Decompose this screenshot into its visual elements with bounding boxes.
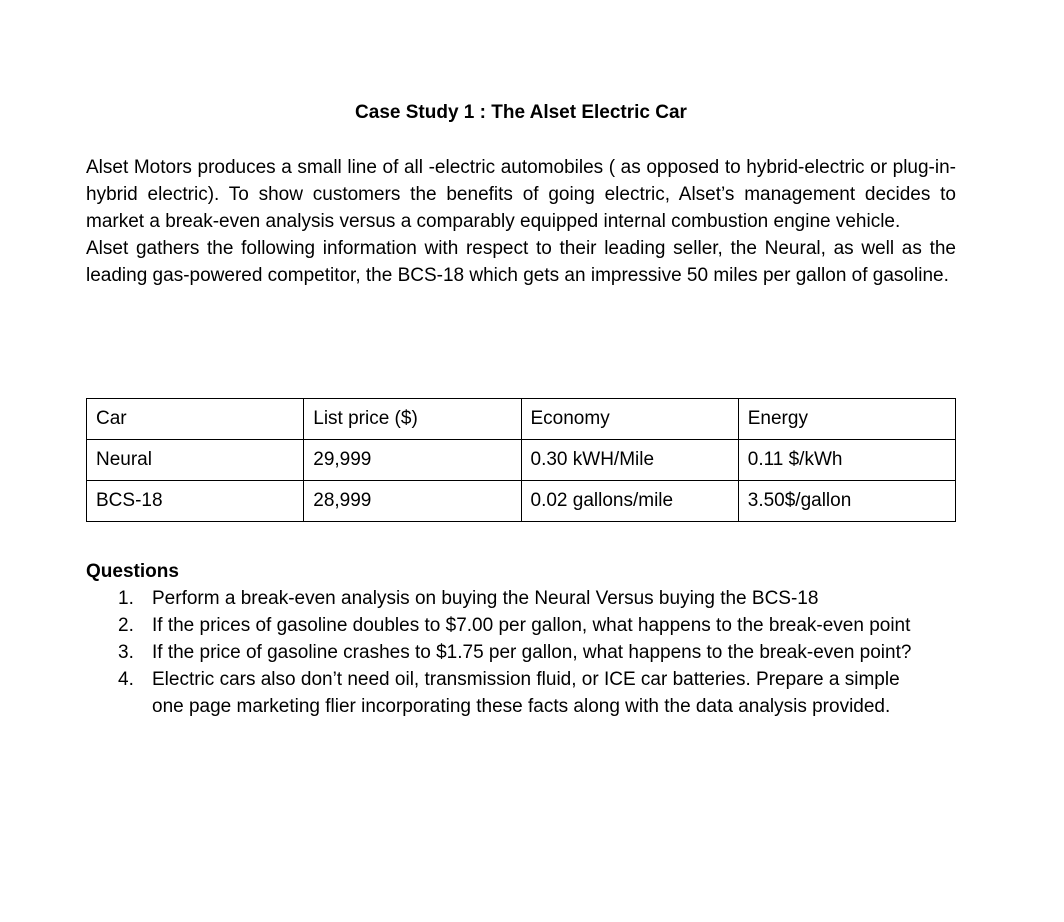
comparison-table	[86, 398, 956, 522]
page-title: Case Study 1 : The Alset Electric Car	[355, 102, 687, 123]
list-item	[86, 666, 922, 720]
table-row	[87, 481, 956, 522]
table-cell: 0.30 kWH/Mile	[521, 440, 738, 481]
table-cell: 28,999	[304, 481, 521, 522]
intro-paragraph-2: Alset gathers the following information with respect to their leading seller, the Neural, as well as the leading gas-powered competitor, the BCS-18 which gets an impressive 50 miles per gallon of gasoline.	[86, 238, 956, 286]
questions-list	[86, 585, 956, 720]
header-cell-car: Car	[87, 399, 304, 440]
list-item-number: 1.	[118, 588, 134, 609]
list-item-text: Perform a break-even analysis on buying the Neural Versus buying the BCS-18	[152, 588, 819, 609]
list-item	[86, 585, 922, 612]
list-item-number: 4.	[118, 669, 134, 690]
table-cell: Neural	[87, 440, 304, 481]
header-cell-economy: Economy	[521, 399, 738, 440]
list-item-number: 2.	[118, 615, 134, 636]
list-item	[86, 612, 922, 639]
header-cell-list-price: List price ($)	[304, 399, 521, 440]
table-cell: 0.11 $/kWh	[738, 440, 955, 481]
table-row	[87, 440, 956, 481]
list-item-number: 3.	[118, 642, 134, 663]
list-item-text: Electric cars also don’t need oil, transmission fluid, or ICE car batteries. Prepare a simple one page marketing flier incorporating these facts along with the data analysis provided.	[152, 669, 900, 717]
questions-section	[86, 558, 956, 720]
intro-paragraph-1: Alset Motors produces a small line of all -electric automobiles ( as opposed to hybrid-electric or plug-in-hybrid electric). To show customers the benefits of going electric, Alset’s management decides to market a break-even analysis versus a comparably equipped internal combustion engine vehicle.	[86, 157, 956, 232]
table-cell: 3.50$/gallon	[738, 481, 955, 522]
questions-heading: Questions	[86, 561, 179, 582]
table-cell: 0.02 gallons/mile	[521, 481, 738, 522]
table-cell: 29,999	[304, 440, 521, 481]
intro-section	[86, 154, 956, 289]
list-item-text: If the price of gasoline crashes to $1.75 per gallon, what happens to the break-even point?	[152, 642, 912, 663]
table-header-row	[87, 399, 956, 440]
table-cell: BCS-18	[87, 481, 304, 522]
header-cell-energy: Energy	[738, 399, 955, 440]
list-item	[86, 639, 922, 666]
list-item-text: If the prices of gasoline doubles to $7.00 per gallon, what happens to the break-even point	[152, 615, 911, 636]
